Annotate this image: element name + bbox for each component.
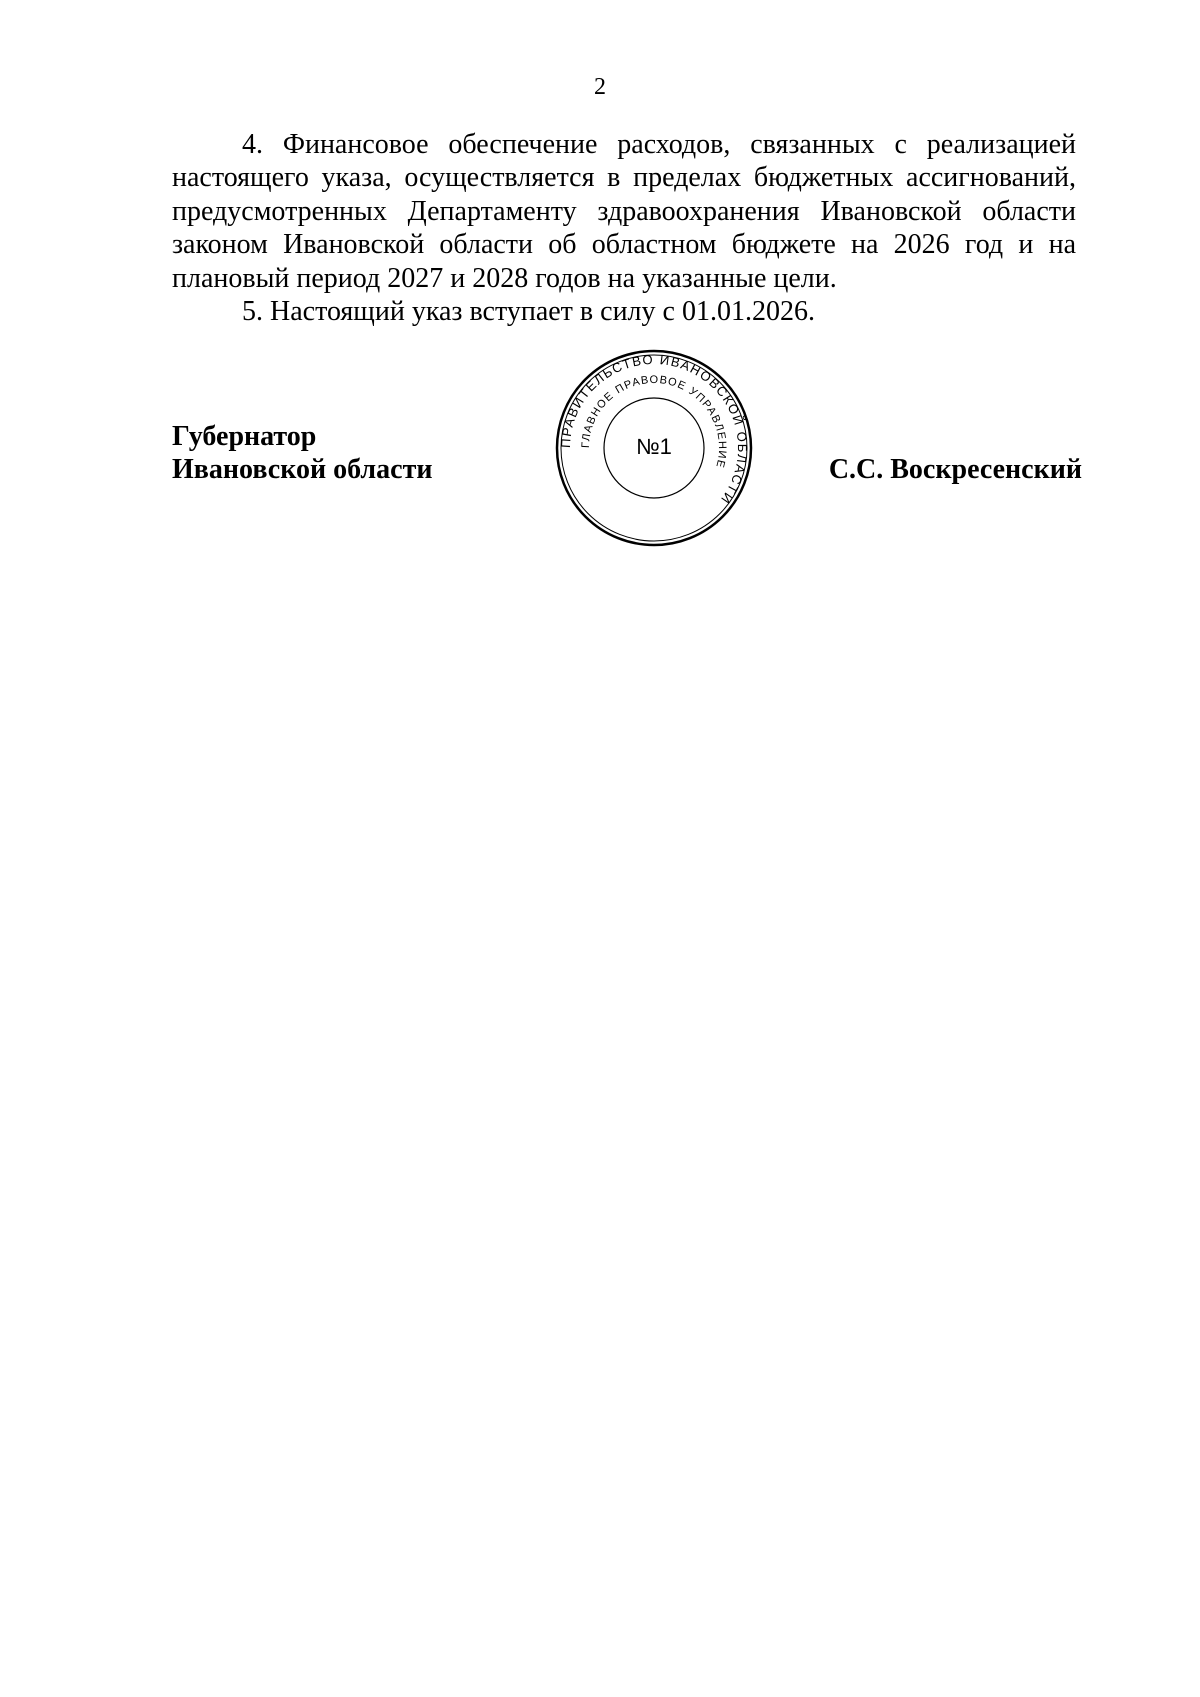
- signer-title-line1: Губернатор: [172, 421, 317, 452]
- signer-name: С.С. Воскресенский: [828, 454, 1082, 486]
- paragraph-financing: 4. Финансовое обеспечение расходов, связанных с реализацией настоящего указа, осуществляется в пределах бюджетных ассигнований, предусмотренных Департаменту здравоохранения Ивановской области законом Ивановской области об областном бюджете на 2026 год и на плановый период 2027 и 2028 годов на указанные цели.: [172, 129, 1076, 294]
- seal-graphic: [554, 348, 754, 548]
- paragraph-effective-date: 5. Настоящий указ вступает в силу с 01.01.2026.: [242, 296, 815, 328]
- signer-title: [172, 420, 432, 487]
- seal-center-text: №1: [636, 434, 672, 459]
- document-body: [172, 128, 1076, 328]
- seal-outer-text: ПРАВИТЕЛЬСТВО ИВАНОВСКОЙ ОБЛАСТИ: [557, 351, 751, 508]
- signer-title-line2: Ивановской области: [172, 454, 433, 486]
- seal-inner-text: ГЛАВНОЕ ПРАВОВОЕ УПРАВЛЕНИЕ: [579, 373, 729, 470]
- page-number: 2: [594, 74, 606, 100]
- official-seal: [554, 348, 754, 548]
